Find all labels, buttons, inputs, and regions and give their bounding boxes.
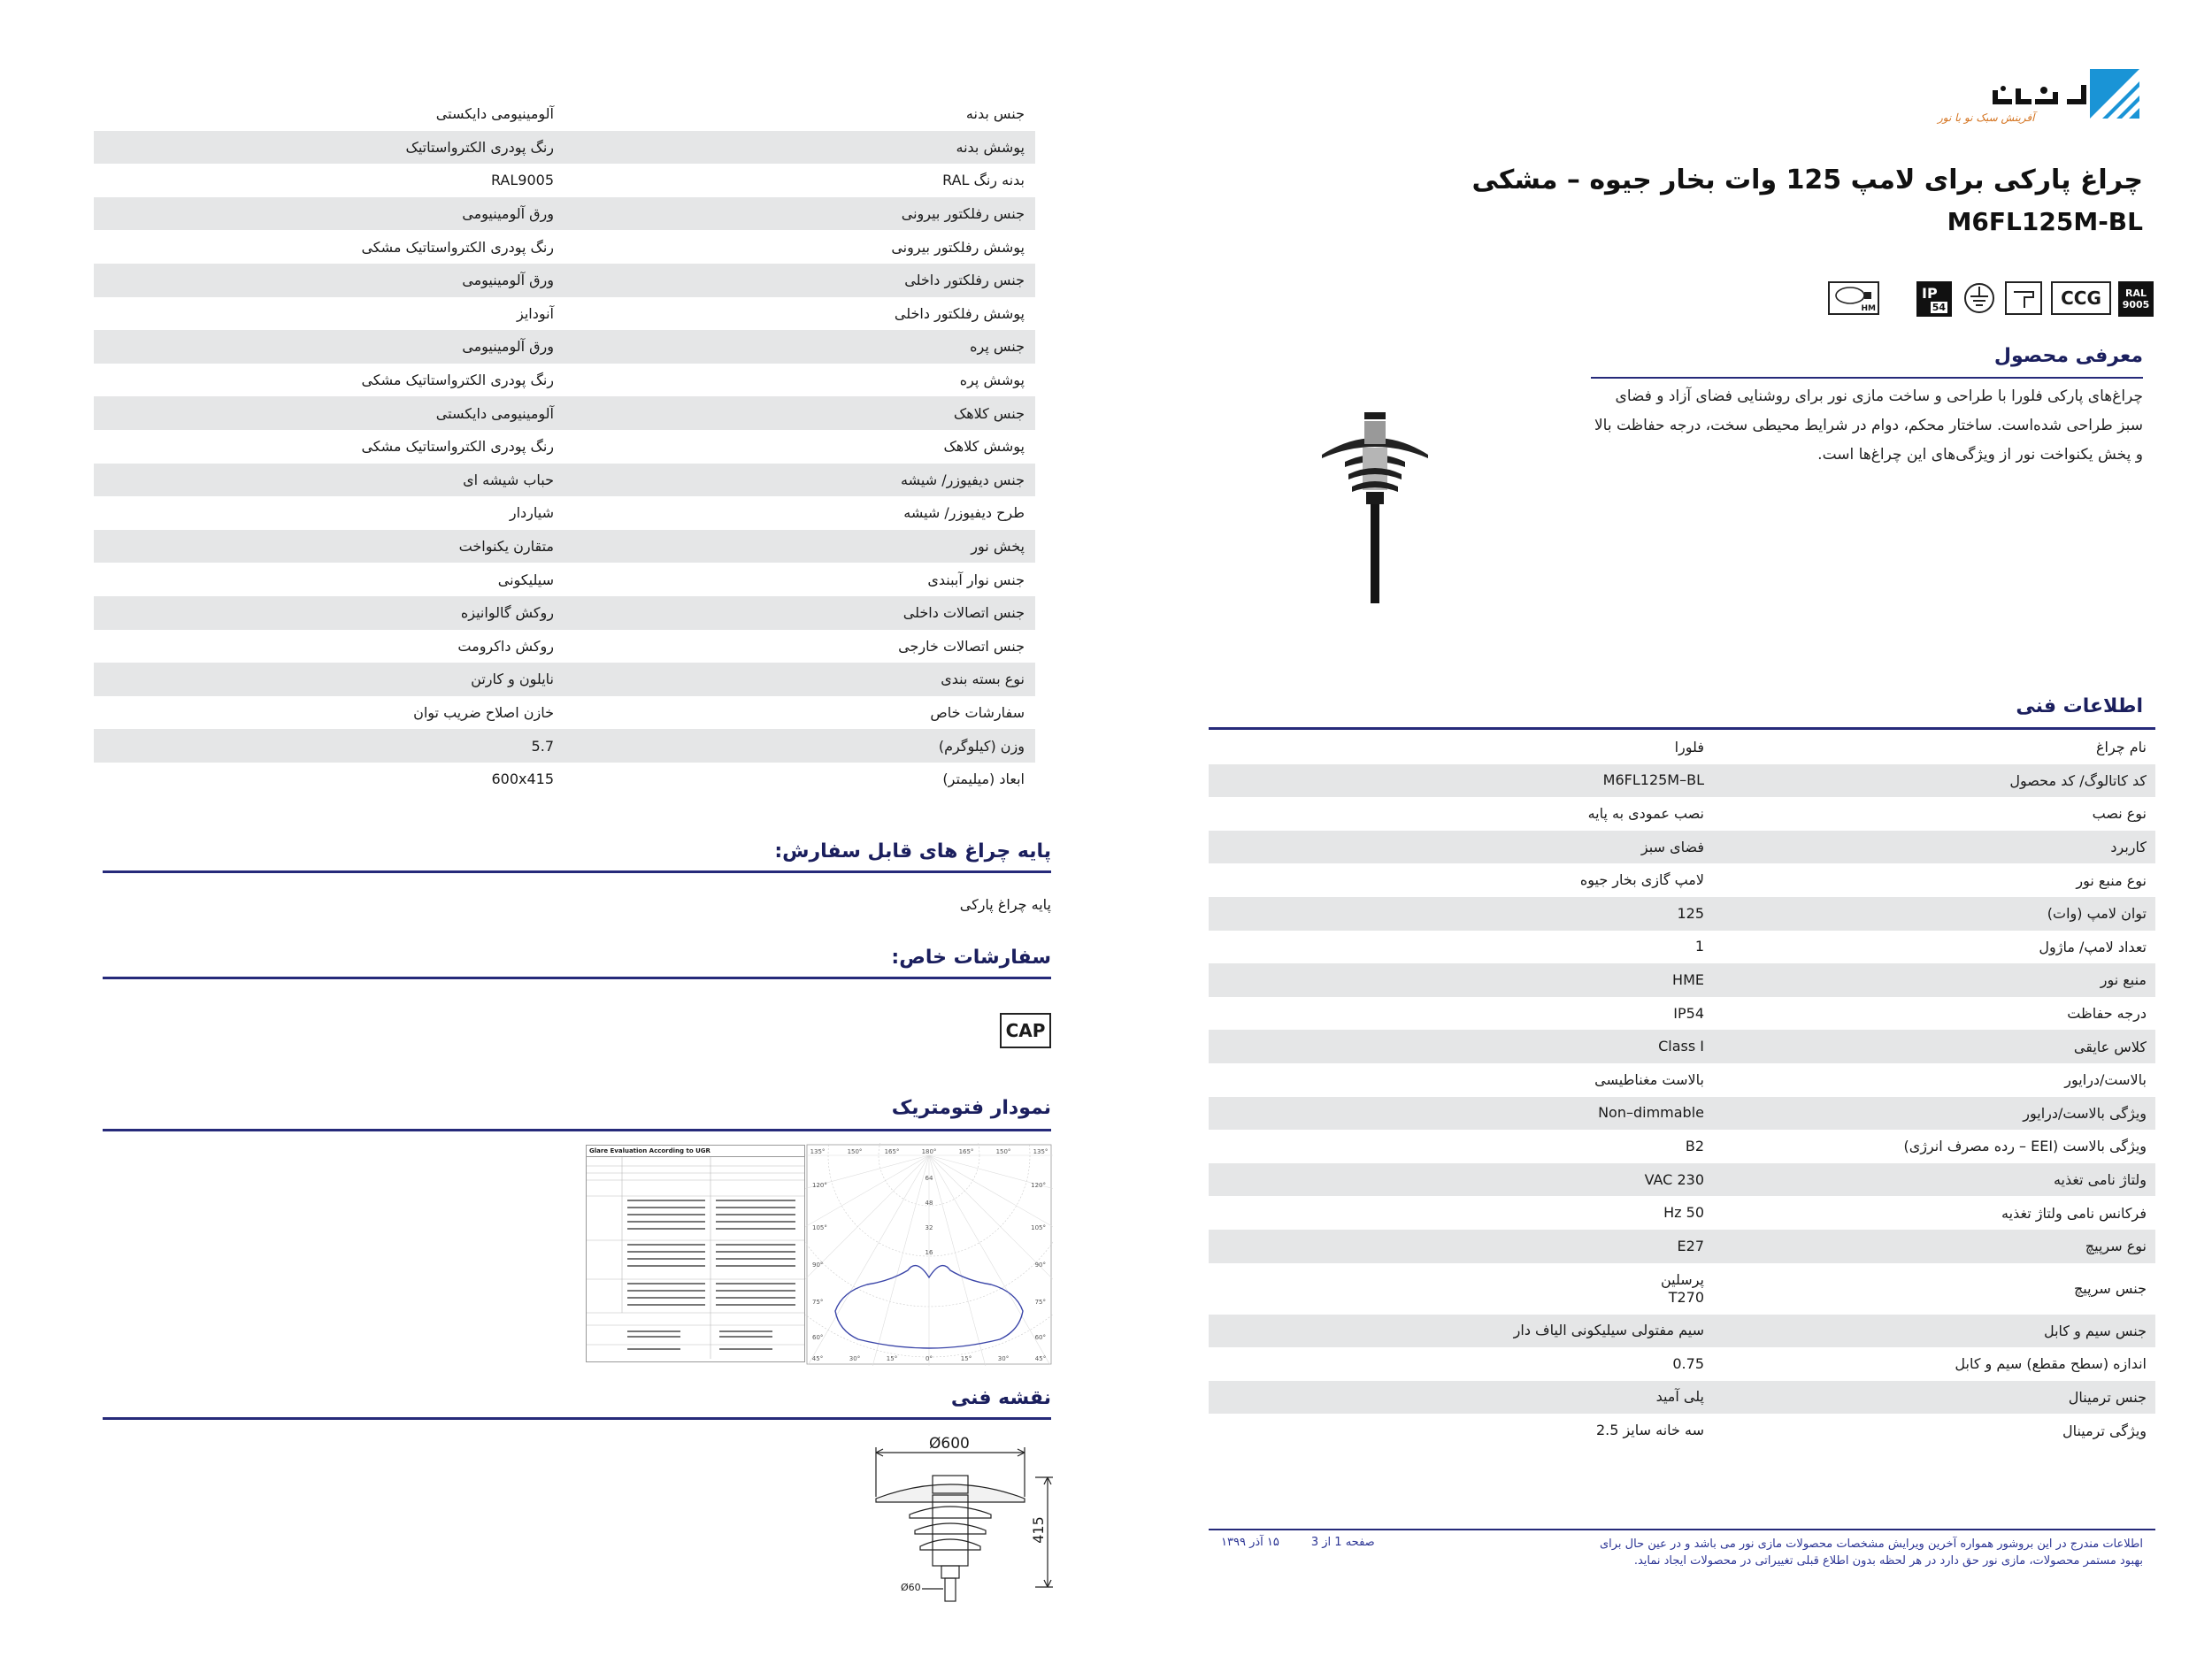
mount-icon xyxy=(2005,281,2042,315)
tech-value: نصب عمودی به پایه xyxy=(1587,804,1704,822)
ugr-title: Glare Evaluation According to UGR xyxy=(587,1146,804,1157)
material-label: جنس اتصالات خارجی xyxy=(898,637,1025,655)
tech-row xyxy=(1209,1063,2155,1097)
polar-tick-top: 165° xyxy=(884,1148,900,1155)
material-label: وزن (کیلوگرم) xyxy=(938,737,1025,755)
tech-value: فضای سبز xyxy=(1640,838,1704,855)
material-value: خازن اصلاح ضریب توان xyxy=(413,703,554,721)
product-code: M6FL125M-BL xyxy=(1947,207,2143,236)
tech-row xyxy=(1209,931,2155,964)
material-value: سیلیکونی xyxy=(497,571,554,588)
tech-label: تعداد لامپ/ ماژول xyxy=(2039,938,2147,955)
page-number: صفحه 1 از 3 xyxy=(1310,1536,1375,1549)
material-label: طرح دیفیوزر/ شیشه xyxy=(903,504,1025,522)
special-rule xyxy=(103,977,1051,979)
cap-badge: CAP xyxy=(1000,1013,1051,1048)
material-label: ابعاد (میلیمتر) xyxy=(942,771,1025,788)
material-row xyxy=(94,197,1035,231)
tech-label: ولتاژ نامی تغذیه xyxy=(2053,1171,2147,1189)
material-row xyxy=(94,264,1035,297)
material-label: جنس کلاهک xyxy=(953,404,1025,422)
tech-value: 125 xyxy=(1677,904,1704,922)
tech-row xyxy=(1209,897,2155,931)
logo-tagline: آفرینش سبک نو با نور xyxy=(1938,111,2035,124)
material-row xyxy=(94,596,1035,630)
tech-row xyxy=(1209,1414,2155,1447)
tech-label: اندازه (سطح مقطع) سیم و کابل xyxy=(1955,1355,2147,1373)
tech-row xyxy=(1209,1315,2155,1348)
material-row xyxy=(94,330,1035,364)
logo-mark-icon xyxy=(2090,69,2139,119)
photometric-rule xyxy=(103,1129,1051,1131)
tech-row xyxy=(1209,963,2155,997)
ip-badge: IP 54 xyxy=(1916,281,1952,317)
material-row xyxy=(94,297,1035,331)
material-value: رنگ پودری الکترواستاتیک مشکی xyxy=(361,238,554,256)
polar-tick-top: 135° xyxy=(1033,1148,1048,1155)
dim-base: Ø60 xyxy=(901,1582,921,1593)
material-row xyxy=(94,696,1035,730)
tech-row xyxy=(1209,1196,2155,1230)
material-label: سفارشات خاص xyxy=(930,703,1025,721)
material-value: رنگ پودری الکترواستاتیک مشکی xyxy=(361,438,554,456)
tech-row xyxy=(1209,997,2155,1031)
footer-page-info xyxy=(1221,1536,1375,1549)
material-row xyxy=(94,131,1035,165)
polar-tick-right: 60° xyxy=(1034,1334,1046,1341)
material-row xyxy=(94,729,1035,763)
tech-label: جنس ترمینال xyxy=(2068,1388,2147,1406)
tech-label: نوع منبع نور xyxy=(2076,871,2147,889)
ugr-grid xyxy=(587,1157,804,1359)
material-value: رنگ پودری الکترواستاتیک مشکی xyxy=(361,372,554,389)
material-value: آنودایز xyxy=(516,304,554,322)
polar-tick-left: 75° xyxy=(812,1299,824,1306)
tech-value: Non–dimmable xyxy=(1598,1104,1704,1122)
tech-row xyxy=(1209,1263,2155,1315)
tech-table xyxy=(1209,731,2155,1447)
tech-label: نام چراغ xyxy=(2095,739,2147,756)
materials-table xyxy=(94,97,1035,795)
tech-value: IP54 xyxy=(1673,1004,1704,1022)
tech-rule xyxy=(1209,727,2155,730)
material-label: نوع بسته بندی xyxy=(941,671,1025,688)
ccg-badge: CCG xyxy=(2051,281,2111,315)
tech-row xyxy=(1209,1163,2155,1197)
polar-radial-label: 16 xyxy=(925,1249,933,1256)
polar-tick-bottom: 30° xyxy=(997,1355,1010,1362)
tech-value: بالاست مغناطیسی xyxy=(1594,1070,1704,1088)
brand-logo xyxy=(1893,65,2141,138)
poles-item: پایه چراغ پارکی xyxy=(959,896,1051,913)
tech-value: 50 Hz xyxy=(1663,1204,1704,1222)
material-label: پوشش کلاهک xyxy=(943,438,1025,456)
polar-tick-top: 150° xyxy=(995,1148,1011,1155)
material-row xyxy=(94,630,1035,663)
product-image xyxy=(1318,409,1432,605)
material-value: حباب شیشه ای xyxy=(463,471,554,488)
ugr-table xyxy=(586,1145,805,1362)
material-value: آلومینیومی دایکستی xyxy=(435,404,554,422)
poles-rule xyxy=(103,870,1051,873)
polar-tick-top: 135° xyxy=(810,1148,826,1155)
lamp-hm-icon: HM xyxy=(1828,281,1879,315)
polar-tick-bottom: 15° xyxy=(960,1355,972,1362)
intro-heading: معرفی محصول xyxy=(1993,345,2143,367)
material-row xyxy=(94,530,1035,564)
material-label: جنس رفلکتور داخلی xyxy=(904,272,1025,289)
material-label: پوشش بدنه xyxy=(956,138,1025,156)
tech-label: درجه حفاظت xyxy=(2067,1005,2147,1023)
polar-tick-right: 90° xyxy=(1034,1261,1046,1269)
logo-wordmark-icon xyxy=(1993,85,2086,104)
material-row xyxy=(94,230,1035,264)
material-value: شیاردار xyxy=(509,504,554,522)
ral-badge: RAL 9005 xyxy=(2118,281,2154,317)
dim-height: 415 xyxy=(1029,1516,1047,1544)
material-value: روکش داکرومت xyxy=(457,637,554,655)
tech-value: 0.75 xyxy=(1672,1354,1704,1372)
polar-tick-left: 120° xyxy=(812,1182,827,1189)
tech-label: کاربرد xyxy=(2110,839,2147,856)
tech-row xyxy=(1209,764,2155,798)
tech-label: منبع نور xyxy=(2100,971,2147,989)
material-label: پوشش پره xyxy=(959,372,1025,389)
material-row xyxy=(94,396,1035,430)
polar-tick-bottom: 45° xyxy=(1034,1355,1047,1362)
material-label: جنس بدنه xyxy=(965,105,1025,123)
polar-tick-top: 180° xyxy=(921,1148,937,1155)
material-label: جنس دیفیوزر/ شیشه xyxy=(901,471,1025,488)
tech-row xyxy=(1209,1381,2155,1415)
material-value: 600x415 xyxy=(491,771,554,788)
polar-radial-label: 48 xyxy=(925,1200,933,1207)
tech-value: پرسلین T270 xyxy=(1661,1270,1704,1306)
tech-value: پلی آمید xyxy=(1655,1388,1704,1406)
footer-rule xyxy=(1209,1529,2155,1530)
tech-row xyxy=(1209,1130,2155,1163)
polar-tick-bottom: 15° xyxy=(886,1355,898,1362)
polar-chart xyxy=(805,1143,1053,1366)
material-row xyxy=(94,563,1035,596)
tech-label: توان لامپ (وات) xyxy=(2047,905,2147,923)
tech-value: سیم مفتولی سیلیکونی الیاف دار xyxy=(1513,1322,1704,1339)
tech-label: کد کاتالوگ/ کد محصول xyxy=(2009,771,2147,789)
polar-radial-label: 32 xyxy=(925,1224,933,1231)
polar-tick-left: 90° xyxy=(812,1261,824,1269)
tech-value: لامپ گازی بخار جیوه xyxy=(1579,871,1704,889)
material-label: جنس اتصالات داخلی xyxy=(902,604,1025,622)
tech-value: M6FL125M–BL xyxy=(1602,771,1704,789)
product-title: چراغ پارکی برای لامپ 125 وات بخار جیوه – مشکی xyxy=(1471,165,2143,196)
tech-row xyxy=(1209,1230,2155,1263)
tech-label: جنس سیم و کابل xyxy=(2043,1322,2147,1339)
material-label: جنس رفلکتور بیرونی xyxy=(901,205,1025,223)
publish-date: ۱۵ آذر ۱۳۹۹ xyxy=(1221,1536,1279,1549)
tech-label: ویژگی ترمینال xyxy=(2062,1422,2147,1439)
tech-value: فلورا xyxy=(1674,738,1704,755)
tech-value: سه خانه سایز 2.5 xyxy=(1595,1422,1704,1439)
polar-tick-right: 75° xyxy=(1034,1299,1046,1306)
material-row xyxy=(94,164,1035,197)
polar-tick-left: 105° xyxy=(812,1224,827,1231)
tech-label: نوع سرپیچ xyxy=(2085,1238,2147,1255)
tech-label: ویژگی بالاست (EEI – رده مصرف انرژی) xyxy=(1903,1138,2147,1155)
material-label: پوشش رفلکتور داخلی xyxy=(894,304,1025,322)
material-value: ورق آلومینیومی xyxy=(462,338,554,356)
polar-tick-bottom: 30° xyxy=(849,1355,861,1362)
dim-width: Ø600 xyxy=(929,1435,970,1453)
polar-tick-top: 165° xyxy=(958,1148,974,1155)
polar-radial-label: 64 xyxy=(925,1175,933,1182)
earth-icon xyxy=(1961,281,1998,315)
special-heading: سفارشات خاص: xyxy=(891,947,1051,969)
tech-value: E27 xyxy=(1677,1237,1704,1254)
material-label: جنس پره xyxy=(970,338,1025,356)
polar-tick-right: 120° xyxy=(1031,1182,1046,1189)
material-label: جنس نوار آببندی xyxy=(927,571,1025,588)
poles-heading: پایه چراغ های قابل سفارش: xyxy=(774,840,1051,863)
tech-label: جنس سرپیچ xyxy=(2073,1280,2147,1297)
material-row xyxy=(94,430,1035,464)
material-label: پخش نور xyxy=(971,538,1025,556)
tech-row xyxy=(1209,1347,2155,1381)
tech-row xyxy=(1209,731,2155,764)
tech-label: نوع نصب xyxy=(2092,805,2147,823)
polar-tick-right: 105° xyxy=(1031,1224,1046,1231)
material-value: ورق آلومینیومی xyxy=(462,272,554,289)
polar-tick-top: 150° xyxy=(847,1148,863,1155)
material-row xyxy=(94,663,1035,696)
tech-row xyxy=(1209,863,2155,897)
material-label: بدنه رنگ RAL xyxy=(942,172,1025,189)
tech-label: کلاس عایقی xyxy=(2073,1038,2147,1055)
polar-tick-bottom: 0° xyxy=(926,1355,933,1362)
tech-label: بالاست/درایور xyxy=(2064,1071,2147,1089)
tech-heading: اطلاعات فنی xyxy=(2016,695,2143,717)
tech-value: HME xyxy=(1672,970,1704,988)
tech-value: B2 xyxy=(1685,1137,1704,1154)
material-value: 5.7 xyxy=(531,737,554,755)
polar-tick-left: 60° xyxy=(812,1334,824,1341)
material-value: نایلون و کارتن xyxy=(471,671,554,688)
tech-value: 230 VAC xyxy=(1644,1170,1704,1188)
material-value: رنگ پودری الکترواستاتیک xyxy=(405,138,554,156)
tech-row xyxy=(1209,1097,2155,1131)
material-value: آلومینیومی دایکستی xyxy=(435,105,554,123)
tech-value: 1 xyxy=(1694,938,1704,955)
tech-value: Class I xyxy=(1658,1038,1704,1055)
photometric-heading: نمودار فتومتریک xyxy=(891,1097,1051,1119)
drawing-rule xyxy=(103,1417,1051,1420)
intro-text: چراغ‌های پارکی فلورا با طراحی و ساخت مازی نور برای روشنایی فضای آزاد و فضای سبز طراحی شده‌است. ساختار محکم، دوام در شرایط محیطی سخت، درجه حفاظت بالا و پخش یکنواخت نور از ویژگی‌های این چراغ‌ها است. xyxy=(1594,387,2143,464)
tech-row xyxy=(1209,1030,2155,1063)
material-row xyxy=(94,763,1035,796)
tech-row xyxy=(1209,797,2155,831)
material-value: روکش گالوانیزه xyxy=(460,604,554,622)
material-row xyxy=(94,364,1035,397)
material-row xyxy=(94,97,1035,131)
material-row xyxy=(94,464,1035,497)
tech-label: ویژگی بالاست/درایور xyxy=(2023,1104,2147,1122)
tech-row xyxy=(1209,831,2155,864)
technical-drawing xyxy=(867,1435,1062,1608)
material-value: متقارن یکنواخت xyxy=(458,538,554,556)
material-value: ورق آلومینیومی xyxy=(462,205,554,223)
intro-rule xyxy=(1591,377,2143,379)
polar-tick-bottom: 45° xyxy=(811,1355,824,1362)
material-value: RAL9005 xyxy=(490,172,554,189)
footer-note: اطلاعات مندرج در این بروشور همواره آخرین ویرایش مشخصات محصولات مازی نور می باشد و در عین حال برای بهبود مستمر محصولات، مازی نور حق دارد در هر لحظه بدون اطلاع قبلی تغییراتی در محصولات ایجاد نماید. xyxy=(1599,1537,2143,1568)
tech-label: فرکانس نامی ولتاژ تغذیه xyxy=(2001,1204,2147,1222)
material-row xyxy=(94,496,1035,530)
material-label: پوشش رفلکتور بیرونی xyxy=(891,238,1025,256)
drawing-heading: نقشه فنی xyxy=(950,1387,1051,1409)
